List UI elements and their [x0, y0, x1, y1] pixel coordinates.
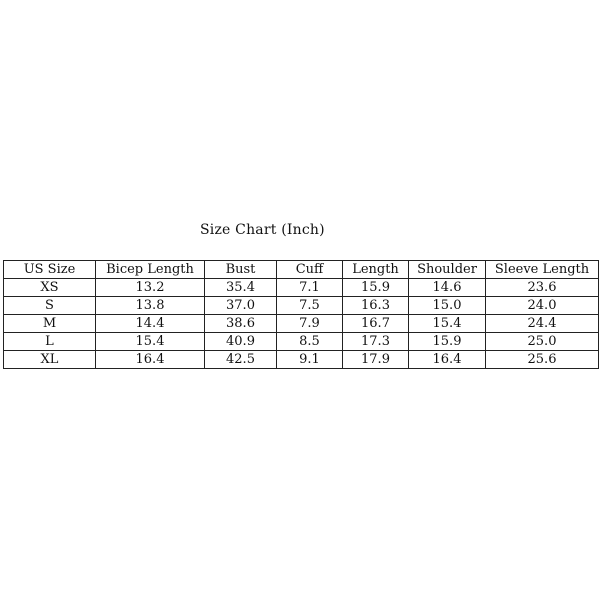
table-cell: 13.2	[96, 279, 205, 297]
table-row	[4, 333, 599, 351]
table-cell: L	[4, 333, 96, 351]
table-cell: 16.7	[343, 315, 409, 333]
table-header-row	[4, 261, 599, 279]
table-cell: 14.6	[409, 279, 486, 297]
header-bust: Bust	[205, 261, 277, 279]
table-cell: 38.6	[205, 315, 277, 333]
table-cell: 16.3	[343, 297, 409, 315]
header-cuff: Cuff	[277, 261, 343, 279]
table-cell: 24.4	[486, 315, 599, 333]
table-cell: 17.3	[343, 333, 409, 351]
table-cell: XL	[4, 351, 96, 369]
table-cell: 16.4	[409, 351, 486, 369]
table-cell: 15.4	[409, 315, 486, 333]
table-cell: XS	[4, 279, 96, 297]
table-cell: 23.6	[486, 279, 599, 297]
table-cell: 15.0	[409, 297, 486, 315]
table-cell: 15.4	[96, 333, 205, 351]
table-cell: 37.0	[205, 297, 277, 315]
header-bicep-length: Bicep Length	[96, 261, 205, 279]
header-us-size: US Size	[4, 261, 96, 279]
table-cell: 35.4	[205, 279, 277, 297]
table-cell: 8.5	[277, 333, 343, 351]
table-row	[4, 351, 599, 369]
table-cell: 17.9	[343, 351, 409, 369]
table-cell: 15.9	[409, 333, 486, 351]
table-cell: 15.9	[343, 279, 409, 297]
table-row	[4, 297, 599, 315]
header-sleeve-length: Sleeve Length	[486, 261, 599, 279]
table-row	[4, 315, 599, 333]
table-cell: 25.0	[486, 333, 599, 351]
table-cell: 40.9	[205, 333, 277, 351]
table-row	[4, 279, 599, 297]
table-cell: 16.4	[96, 351, 205, 369]
table-cell: 13.8	[96, 297, 205, 315]
table-cell: 42.5	[205, 351, 277, 369]
size-chart-table	[3, 260, 599, 369]
size-chart-title: Size Chart (Inch)	[200, 222, 325, 238]
header-shoulder: Shoulder	[409, 261, 486, 279]
table-cell: 7.9	[277, 315, 343, 333]
table-cell: S	[4, 297, 96, 315]
table-cell: 14.4	[96, 315, 205, 333]
table-cell: M	[4, 315, 96, 333]
table-cell: 9.1	[277, 351, 343, 369]
header-length: Length	[343, 261, 409, 279]
table-cell: 7.5	[277, 297, 343, 315]
table-cell: 7.1	[277, 279, 343, 297]
table-cell: 25.6	[486, 351, 599, 369]
table-cell: 24.0	[486, 297, 599, 315]
